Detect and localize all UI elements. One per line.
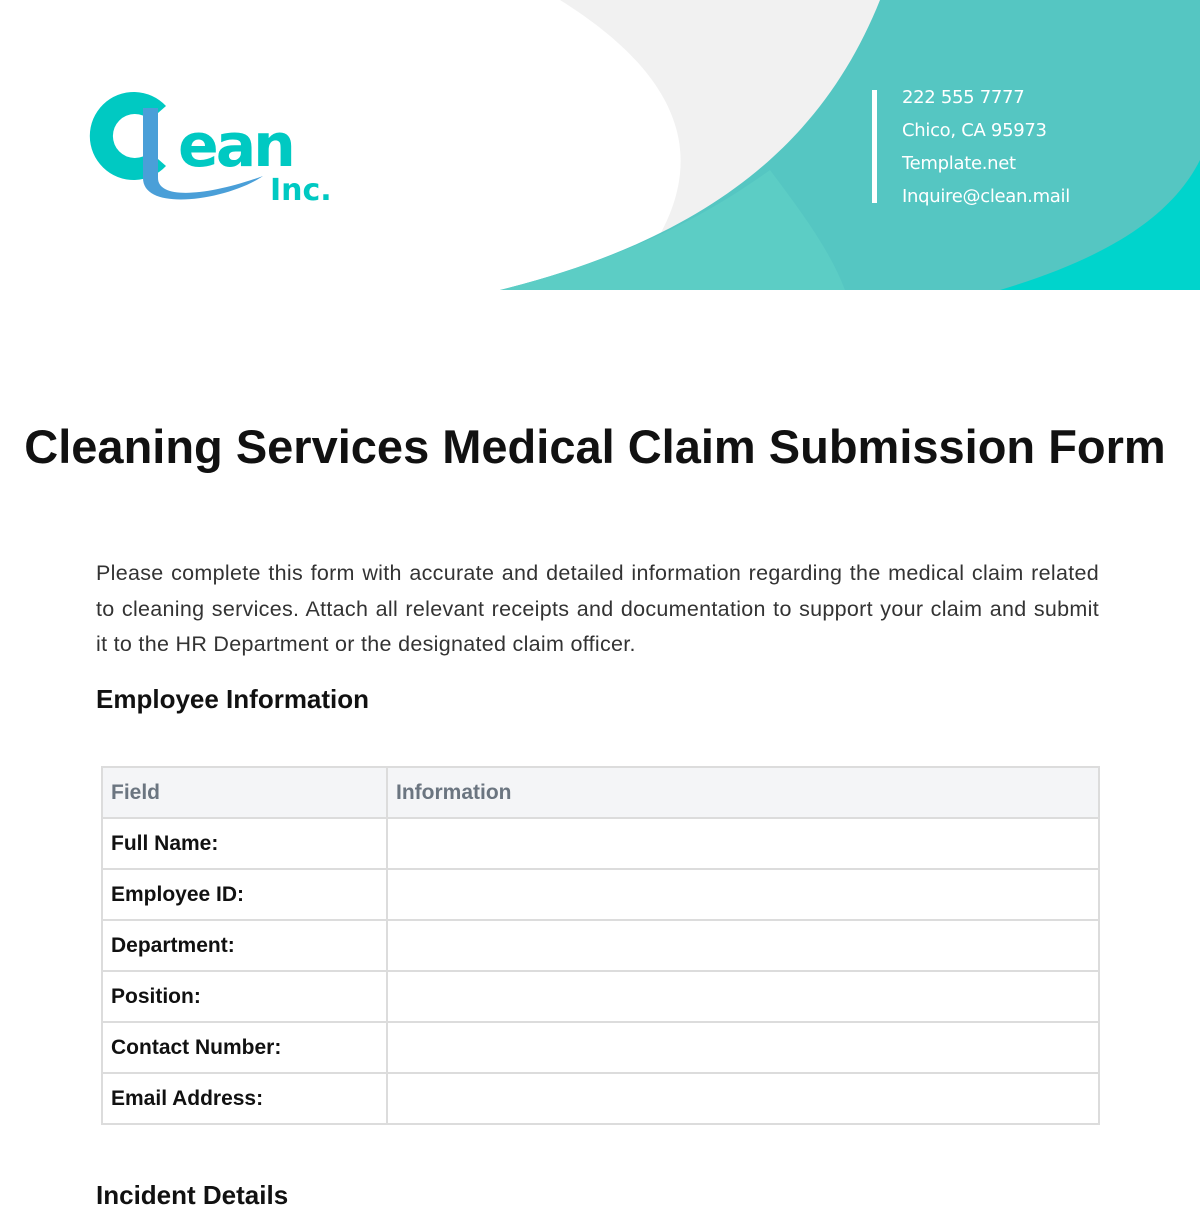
table-row: [102, 1022, 1099, 1073]
header-banner: [0, 0, 1200, 290]
contact-website: Template.net: [902, 153, 1016, 174]
contact-number-cell[interactable]: [387, 1022, 1099, 1073]
contact-phone: 222 555 7777: [902, 87, 1025, 108]
employee-id-cell[interactable]: [387, 869, 1099, 920]
field-label: Employee ID:: [102, 869, 387, 920]
table-row: [102, 920, 1099, 971]
field-label: Email Address:: [102, 1073, 387, 1124]
contact-info: [872, 87, 1070, 207]
department-cell[interactable]: [387, 920, 1099, 971]
table-row: [102, 1073, 1099, 1124]
clean-inc-logo: [88, 78, 348, 208]
column-header-field: Field: [102, 767, 387, 818]
svg-text:Inc.: Inc.: [270, 173, 332, 208]
page-title: Cleaning Services Medical Claim Submission Form: [24, 420, 1166, 473]
intro-text: Please complete this form with accurate and detailed information regarding the medical claim related to cleaning services. Attach all relevant receipts and documentation to support your claim and submit it to the HR Department or the designated claim officer.: [96, 561, 1099, 656]
column-header-information: Information: [387, 767, 1099, 818]
full-name-cell[interactable]: [387, 818, 1099, 869]
table-row: [102, 971, 1099, 1022]
contact-address: Chico, CA 95973: [902, 120, 1047, 141]
employee-info-heading: Employee Information: [96, 684, 370, 714]
table-row: [102, 818, 1099, 869]
position-cell[interactable]: [387, 971, 1099, 1022]
incident-details-heading: Incident Details: [96, 1180, 289, 1210]
svg-text:ean: ean: [178, 111, 293, 181]
table-header-row: [102, 767, 1099, 818]
contact-email: Inquire@clean.mail: [902, 186, 1070, 207]
email-address-cell[interactable]: [387, 1073, 1099, 1124]
field-label: Full Name:: [102, 818, 387, 869]
field-label: Contact Number:: [102, 1022, 387, 1073]
field-label: Position:: [102, 971, 387, 1022]
field-label: Department:: [102, 920, 387, 971]
table-row: [102, 869, 1099, 920]
employee-info-table: [101, 766, 1100, 1125]
